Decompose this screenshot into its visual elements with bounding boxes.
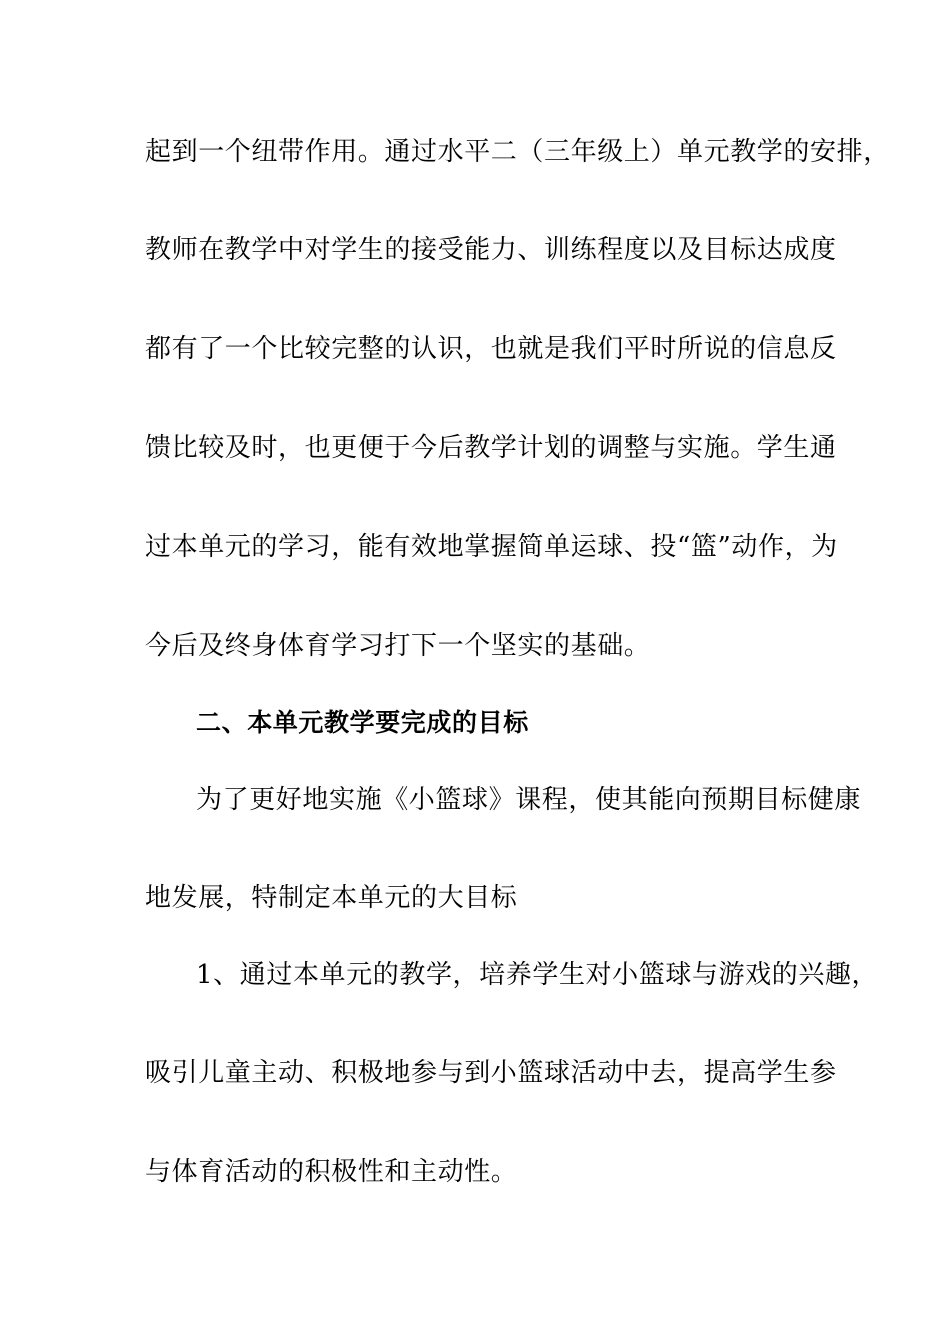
body-line: 起到一个纽带作用。通过水平二（三年级上）单元教学的安排， <box>145 137 890 167</box>
item-line: 吸引儿童主动、积极地参与到小篮球活动中去，提高学生参 <box>145 1058 837 1088</box>
section-heading: 二、本单元教学要完成的目标 <box>196 708 529 737</box>
body-line: 今后及终身体育学习打下一个坚实的基础。 <box>145 631 651 661</box>
body-line: 过本单元的学习，能有效地掌握简单运球、投“篮”动作，为 <box>145 532 838 562</box>
intro-line: 地发展，特制定本单元的大目标 <box>145 883 518 913</box>
body-line: 馈比较及时，也更便于今后教学计划的调整与实施。学生通 <box>145 433 837 463</box>
item-line: 与体育活动的积极性和主动性。 <box>145 1157 518 1187</box>
body-line: 教师在教学中对学生的接受能力、训练程度以及目标达成度 <box>145 235 837 265</box>
item-line: 1、通过本单元的教学，培养学生对小篮球与游戏的兴趣， <box>196 960 879 990</box>
intro-line: 为了更好地实施《小篮球》课程，使其能向预期目标健康 <box>196 785 862 815</box>
body-line: 都有了一个比较完整的认识，也就是我们平时所说的信息反 <box>145 334 837 364</box>
